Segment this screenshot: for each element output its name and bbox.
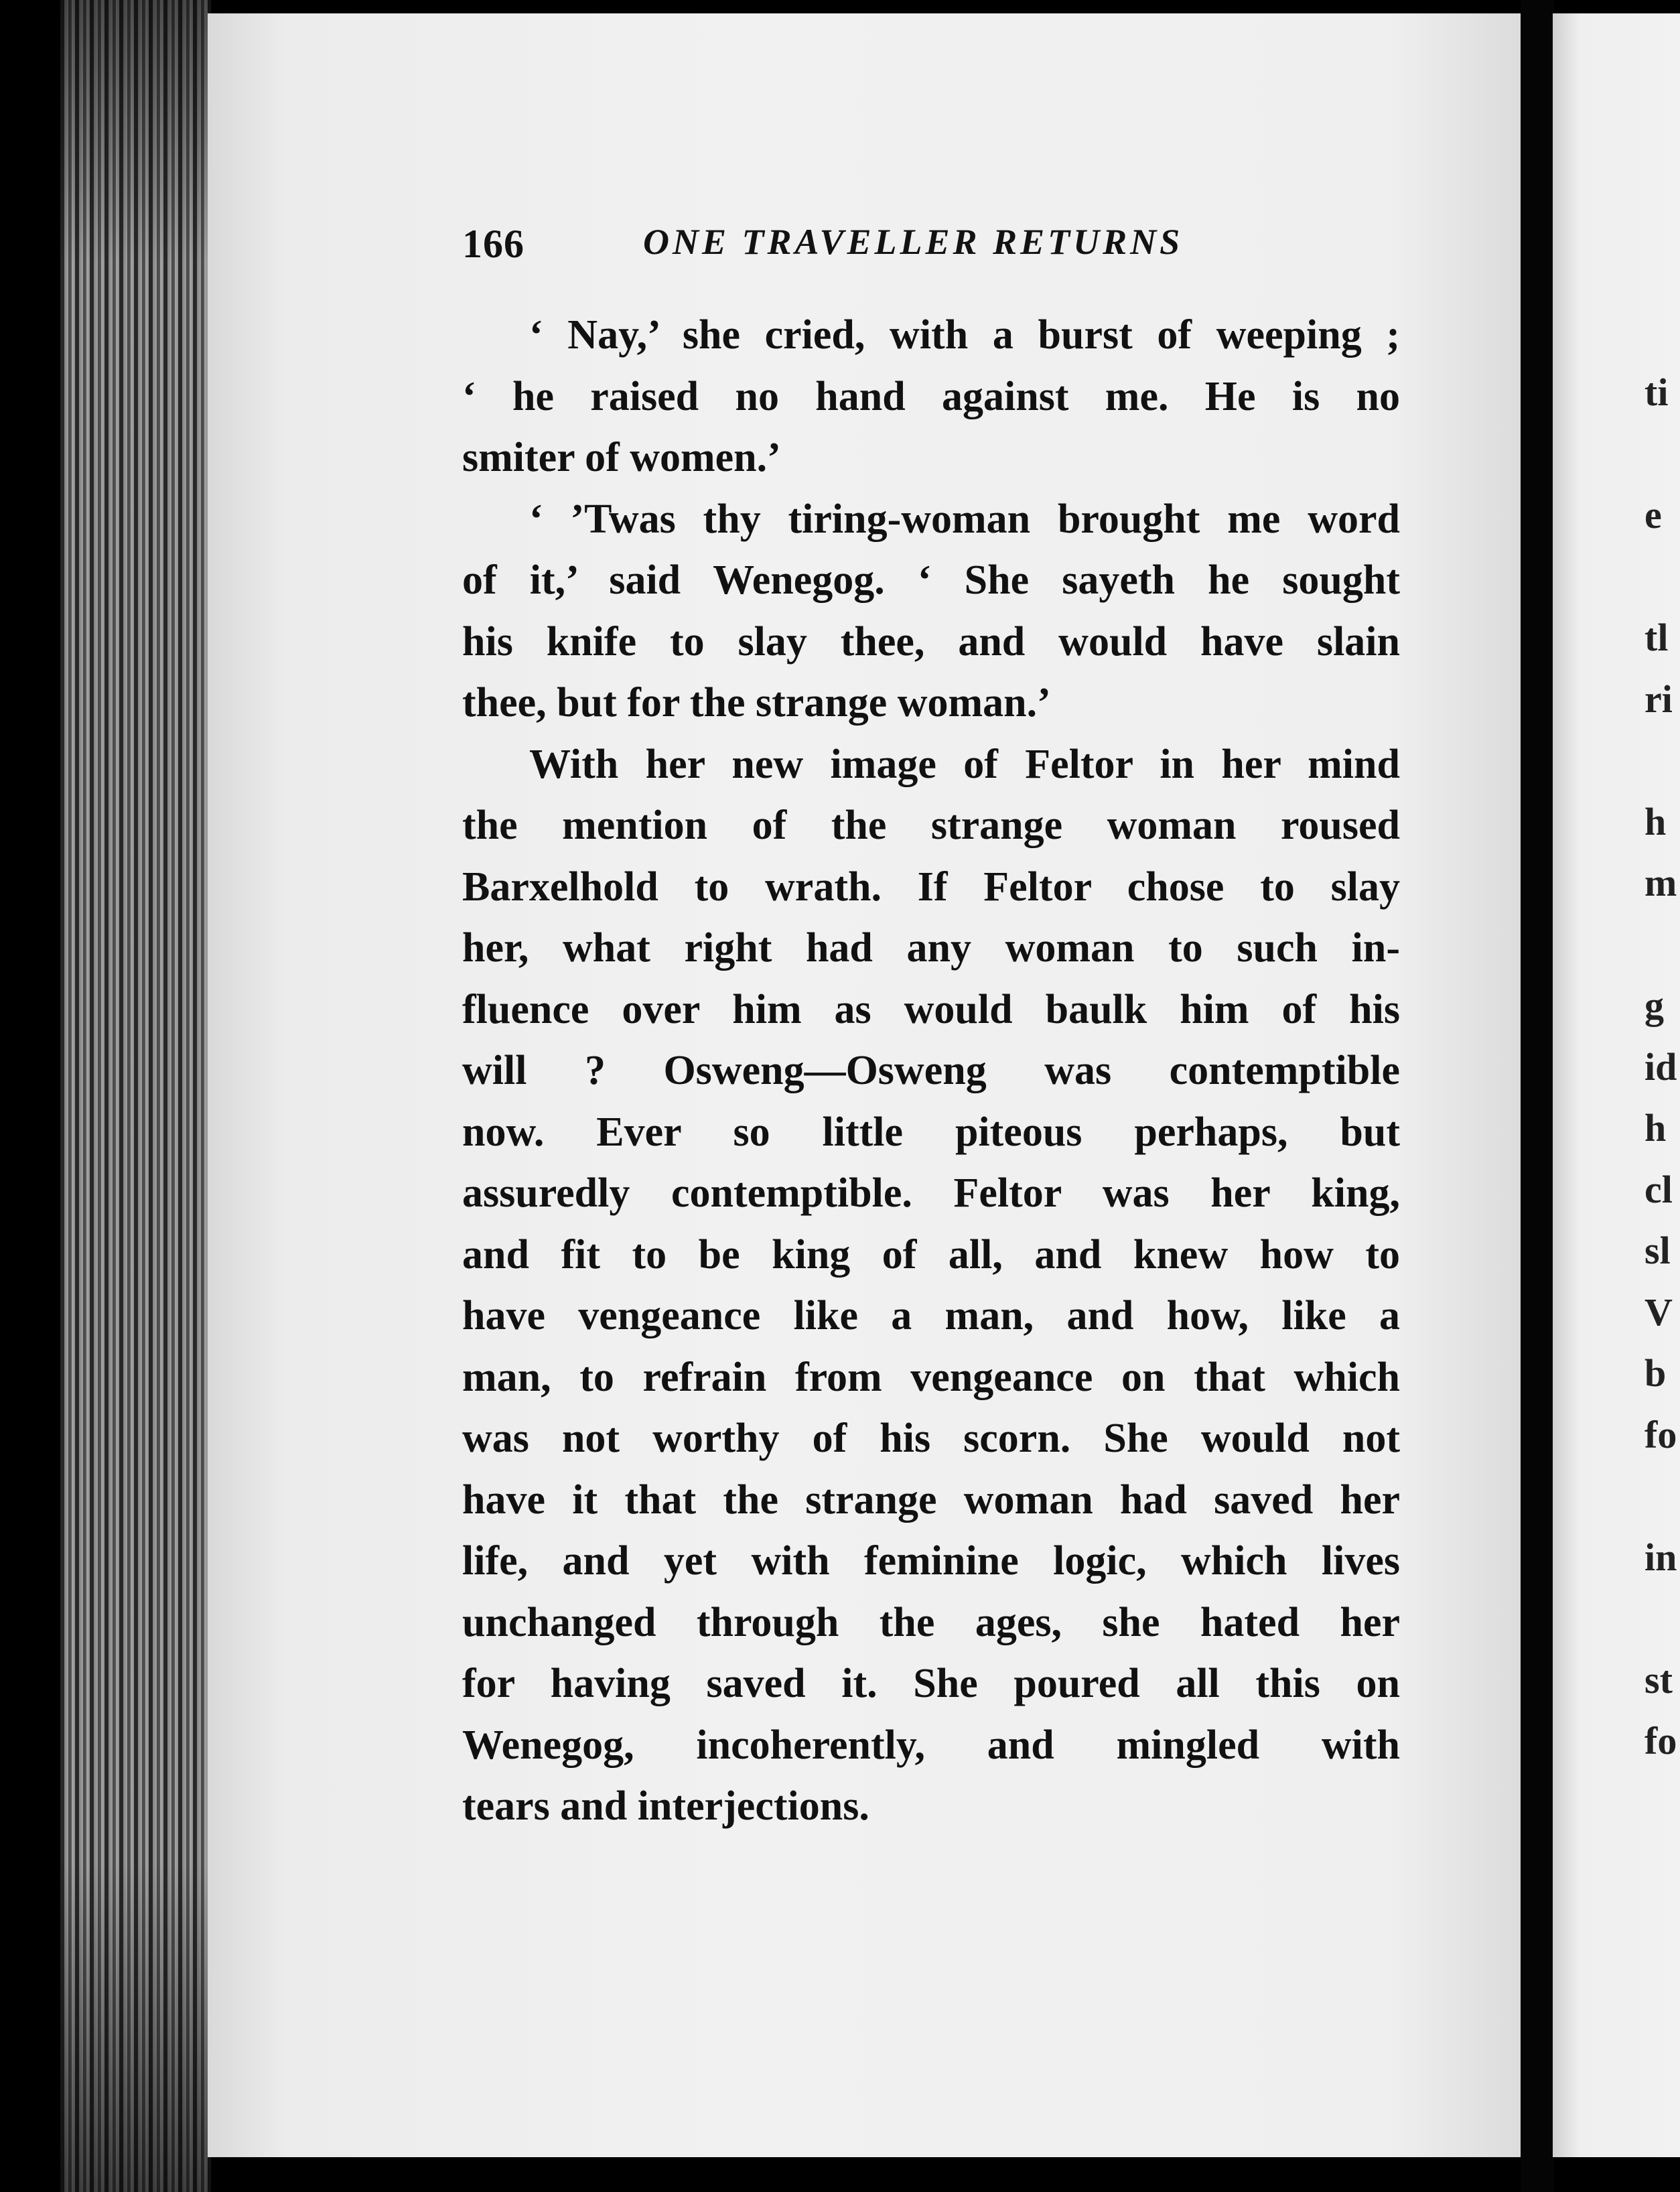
page-edges-shadow	[60, 0, 211, 2192]
right-fragment	[1644, 730, 1680, 791]
right-fragment	[1644, 546, 1680, 608]
page-header	[462, 221, 1413, 275]
right-fragment: in	[1644, 1535, 1677, 1579]
text-line: of it,’ said Wenegog. ‘ She sayeth he sought	[462, 557, 1400, 603]
text-line: ‘ he raised no hand against me. He is no	[462, 373, 1400, 419]
right-fragment	[1644, 423, 1680, 485]
text-line: now. Ever so little piteous perhaps, but	[462, 1109, 1400, 1155]
right-fragment: tl	[1644, 616, 1669, 659]
right-fragment: ri	[1644, 677, 1673, 721]
text-line: his knife to slay thee, and would have slain	[462, 618, 1400, 665]
right-fragment: e	[1644, 493, 1662, 537]
right-fragment: V	[1644, 1290, 1673, 1334]
right-fragment: cl	[1644, 1167, 1673, 1211]
body-text	[462, 305, 1400, 1838]
text-line: fluence over him as would baulk him of his	[462, 986, 1400, 1032]
text-line: life, and yet with feminine logic, which lives	[462, 1538, 1400, 1584]
text-line: ‘ Nay,’ she cried, with a burst of weeping ;	[529, 312, 1400, 358]
right-fragment: m	[1644, 861, 1677, 904]
right-fragment: st	[1644, 1657, 1673, 1702]
text-line: was not worthy of his scorn. She would not	[462, 1416, 1400, 1461]
right-fragment: h	[1644, 799, 1667, 843]
right-fragment	[1644, 914, 1680, 975]
right-fragment: fo	[1644, 1719, 1677, 1763]
right-fragment: h	[1644, 1106, 1667, 1150]
text-line: will ? Osweng—Osweng was contemptible	[462, 1048, 1400, 1093]
right-fragment: fo	[1644, 1412, 1677, 1456]
text-line: Barxelhold to wrath. If Feltor chose to slay	[462, 864, 1400, 910]
book-gutter	[1521, 0, 1554, 2192]
right-fragment	[1644, 1465, 1680, 1527]
right-fragment: id	[1644, 1044, 1677, 1089]
text-line: smiter of women.’	[462, 435, 781, 480]
text-line: the mention of the strange woman roused	[462, 803, 1400, 848]
right-fragment: g	[1644, 983, 1664, 1027]
text-line: her, what right had any woman to such in-	[462, 925, 1400, 971]
text-line: With her new image of Feltor in her mind	[529, 741, 1400, 787]
text-line: assuredly contemptible. Feltor was her king,	[462, 1170, 1400, 1216]
text-line: man, to refrain from vengeance on that which	[462, 1354, 1400, 1400]
text-line: ‘ ’Twas thy tiring-woman brought me word	[529, 496, 1400, 542]
text-line: tears and interjections.	[462, 1783, 869, 1829]
text-line: Wenegog, incoherently, and mingled with	[462, 1722, 1400, 1768]
text-line: have it that the strange woman had saved her	[462, 1477, 1400, 1523]
right-fragment	[1644, 1588, 1680, 1649]
text-line: have vengeance like a man, and how, like a	[462, 1293, 1400, 1339]
text-line: thee, but for the strange woman.’	[462, 680, 1051, 726]
right-fragment: ti	[1644, 370, 1669, 414]
right-page-text-fragments	[1644, 362, 1680, 1772]
right-fragment: sl	[1644, 1229, 1671, 1272]
right-fragment: b	[1644, 1351, 1667, 1395]
running-title: ONE TRAVELLER RETURNS	[643, 222, 1184, 262]
page-number: 166	[462, 222, 524, 266]
text-line: and fit to be king of all, and knew how to	[462, 1231, 1400, 1278]
text-line: unchanged through the ages, she hated her	[462, 1599, 1400, 1645]
text-line: for having saved it. She poured all this on	[462, 1661, 1400, 1706]
